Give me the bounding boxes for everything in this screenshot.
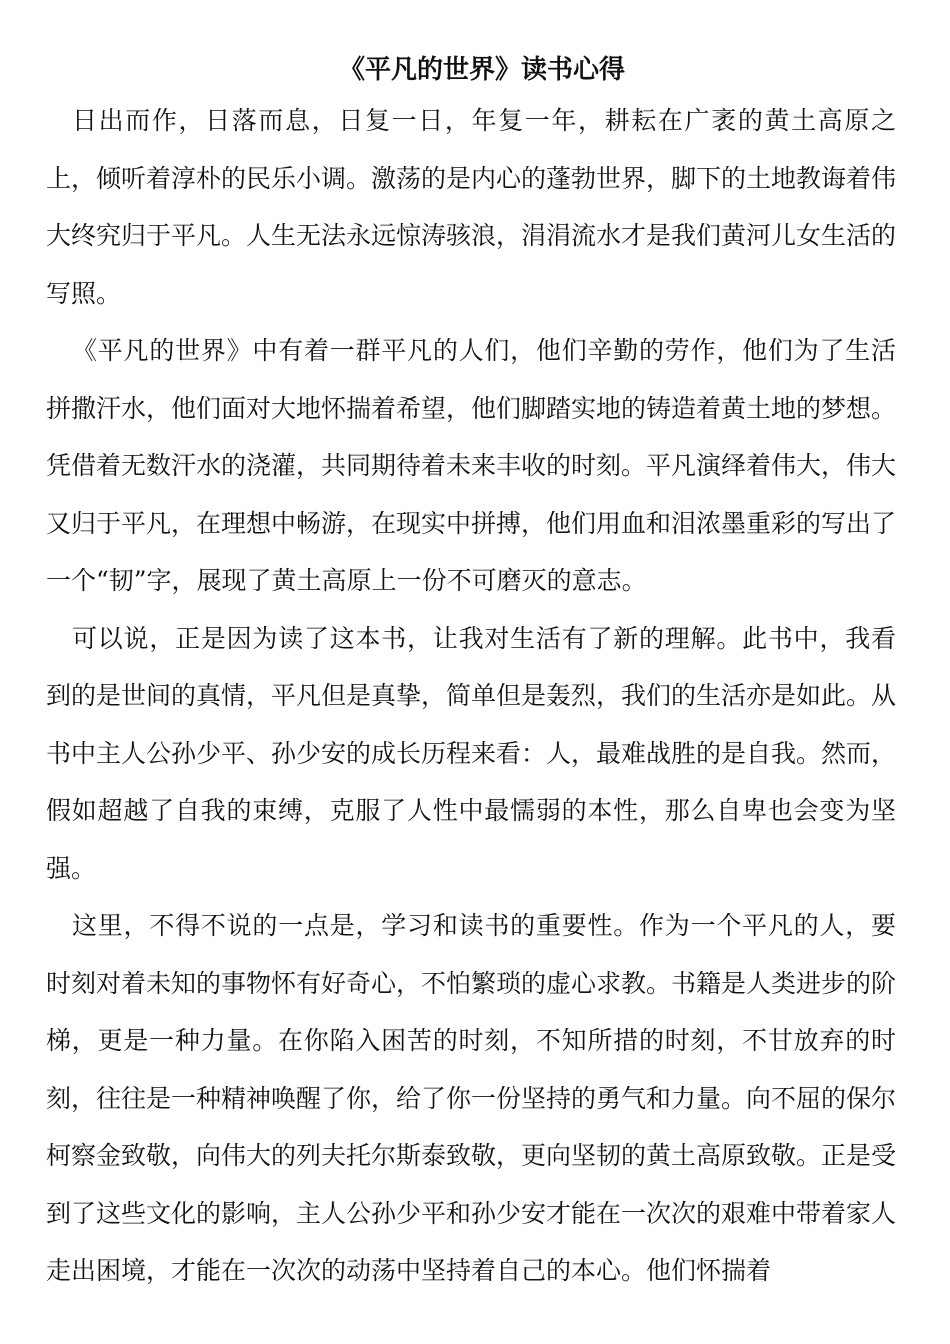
document-title: 《平凡的世界》读书心得 (338, 55, 625, 85)
paragraph-1: 日出而作，日落而息，日复一日，年复一年，耕耘在广袤的黄土高原之上，倾听着淳朴的民乐小调。激荡的是内心的蓬勃世界，脚下的土地教诲着伟大终究归于平凡。人生无法永远惊涛骇浪，涓涓流水才是我们黄河儿女生活的写照。 (46, 106, 897, 308)
paragraph-3: 可以说，正是因为读了这本书，让我对生活有了新的理解。此书中，我看到的是世间的真情，平凡但是真挚，简单但是轰烈，我们的生活亦是如此。从书中主人公孙少平、孙少安的成长历程来看：人，最难战胜的是自我。然而，假如超越了自我的束缚，克服了人性中最懦弱的本性，那么自卑也会变为坚强。 (46, 623, 897, 883)
paragraph-2: 《平凡的世界》中有着一群平凡的人们，他们辛勤的劳作，他们为了生活拼撒汗水，他们面对大地怀揣着希望，他们脚踏实地的铸造着黄土地的梦想。凭借着无数汗水的浇灌，共同期待着未来丰收的时刻。平凡演绎着伟大，伟大又归于平凡，在理想中畅游，在现实中拼搏，他们用血和泪浓墨重彩的写出了一个“韧”字，展现了黄土高原上一份不可磨灭的意志。 (46, 336, 897, 595)
paragraph-4: 这里，不得不说的一点是，学习和读书的重要性。作为一个平凡的人，要时刻对着未知的事物怀有好奇心，不怕繁琐的虚心求教。书籍是人类进步的阶梯，更是一种力量。在你陷入困苦的时刻，不知所措的时刻，不甘放弃的时刻，往往是一种精神唤醒了你，给了你一份坚持的勇气和力量。向不屈的保尔柯察金致敬，向伟大的列夫托尔斯泰致敬，更向坚韧的黄土高原致敬。正是受到了这些文化的影响，主人公孙少平和孙少安才能在一次次的艰难中带着家人走出困境，才能在一次次的动荡中坚持着自己的本心。他们怀揣着 (46, 911, 897, 1285)
document-body (46, 92, 896, 1300)
